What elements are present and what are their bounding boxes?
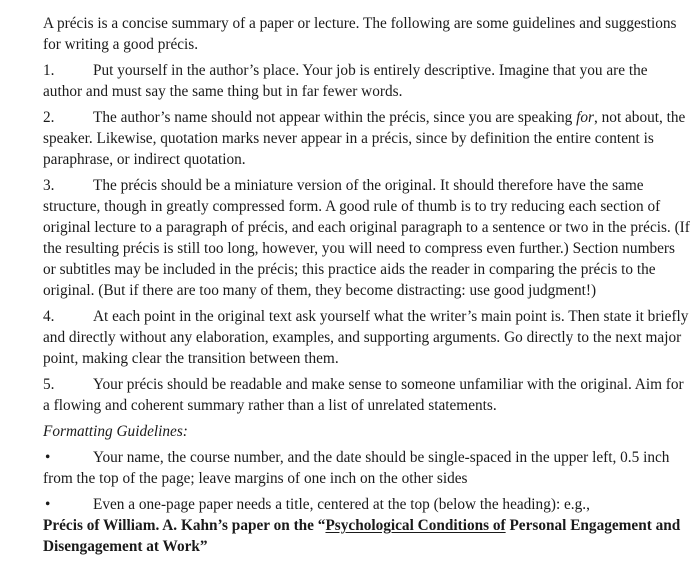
guideline-emphasis: for xyxy=(576,109,594,126)
guideline-number: 1. xyxy=(43,62,55,79)
title-example xyxy=(43,517,680,555)
title-example-start: Précis of William. A. Kahn’s paper on the “ xyxy=(43,517,326,534)
guideline-number: 3. xyxy=(43,177,55,194)
bullet-text: Even a one-page paper needs a title, centered at the top (below the heading): e.g., xyxy=(93,496,590,513)
intro-paragraph: A précis is a concise summary of a paper or lecture. The following are some guidelines and suggestions for writing a good précis. xyxy=(43,15,677,53)
title-example-underlined: Psychological Conditions of xyxy=(325,517,506,534)
guideline-number: 2. xyxy=(43,109,55,126)
guideline-number: 5. xyxy=(43,376,55,393)
guideline-text: The précis should be a miniature version of the original. It should therefore have the same structure, though in greatly compressed form. A good rule of thumb is to try reducing each section of original lecture to a paragraph of précis, and each original paragraph to a sentence or two in the précis. (If the resulting précis is still too long, however, you will need to compress even further.) Section numbers or subtitles may be included in the précis; this practice aids the reader in comparing the précis to the original. (But if there are too many of them, they become distracting: use good judgment!) xyxy=(43,177,690,299)
formatting-bullet-2 xyxy=(43,494,690,557)
guideline-text: The author’s name should not appear within the précis, since you are speaking xyxy=(93,109,577,126)
formatting-bullet-1 xyxy=(43,447,690,489)
guideline-2 xyxy=(43,107,690,170)
bullet-text: Your name, the course number, and the date should be single-spaced in the upper left, 0.5 inch from the top of the page; leave margins of one inch on the other sides xyxy=(43,449,670,487)
guideline-number: 4. xyxy=(43,308,55,325)
guideline-text: At each point in the original text ask yourself what the writer’s main point is. Then state it briefly and directly without any elaboration, examples, and supporting arguments. Go directly to the next major point, making clear the transition between them. xyxy=(43,308,689,367)
bullet-icon: • xyxy=(45,449,51,466)
guideline-1 xyxy=(43,60,690,102)
guideline-3 xyxy=(43,175,690,301)
guideline-text: Your précis should be readable and make sense to someone unfamiliar with the original. Aim for a flowing and coherent summary rather than a list of unrelated statements. xyxy=(43,376,684,414)
formatting-heading: Formatting Guidelines: xyxy=(43,423,188,440)
title-example-end: Personal Engagement and Disengagement at Work” xyxy=(43,517,681,555)
guideline-text: Put yourself in the author’s place. Your job is entirely descriptive. Imagine that you are the author and must say the same thing but in far fewer words. xyxy=(43,62,648,100)
guideline-5 xyxy=(43,374,690,416)
guideline-text-continued: , not about, the speaker. Likewise, quotation marks never appear in a précis, since by definition the entire content is paraphrase, or indirect quotation. xyxy=(43,109,686,168)
guideline-4 xyxy=(43,306,690,369)
bullet-icon: • xyxy=(45,496,51,513)
